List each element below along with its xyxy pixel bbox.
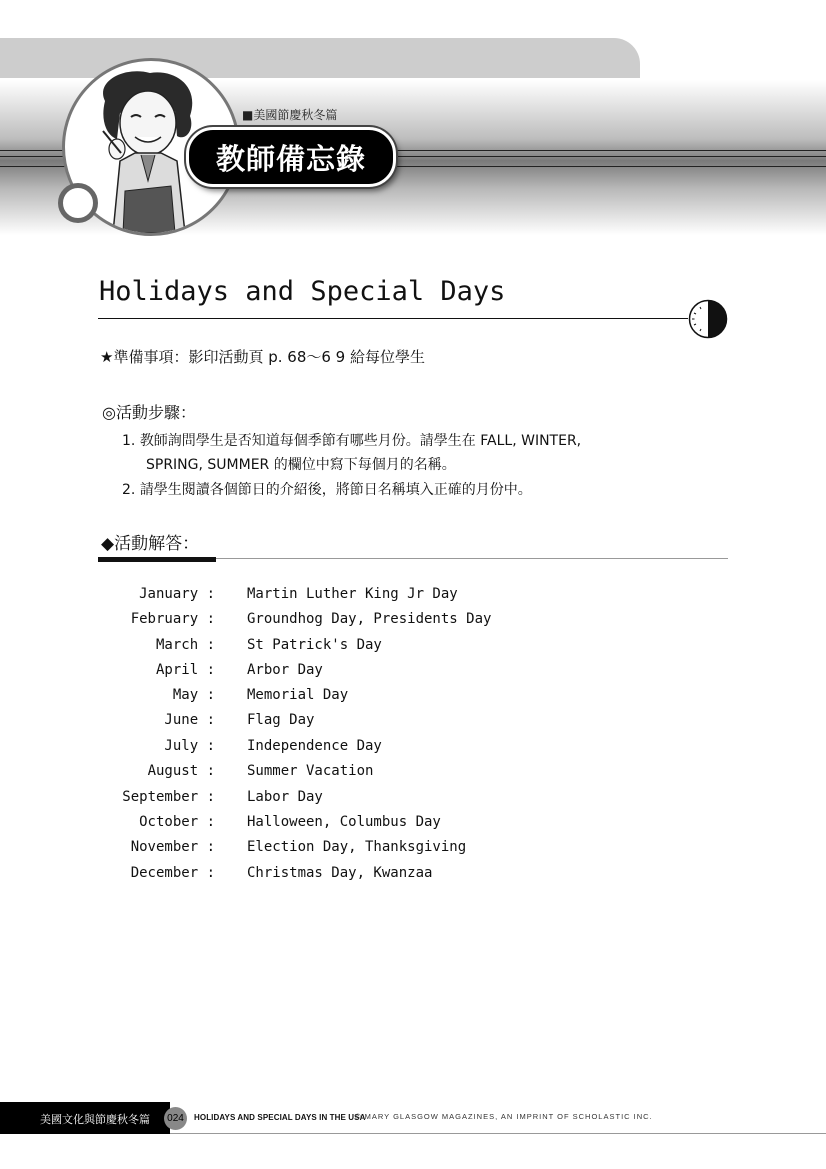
month-label: September :	[122, 789, 215, 805]
section-title-badge	[186, 127, 396, 187]
holiday-label: Groundhog Day, Presidents Day	[247, 611, 492, 627]
step-1	[122, 429, 581, 453]
holiday-label: Memorial Day	[247, 687, 349, 703]
holiday-label: Christmas Day, Kwanzaa	[247, 865, 433, 881]
footer-book-title: 美國文化與節慶秋冬篇	[40, 1113, 150, 1126]
holiday-label: Halloween, Columbus Day	[247, 814, 441, 830]
month-label: October :	[139, 814, 215, 830]
holiday-label: Flag Day	[247, 712, 315, 728]
holiday-label: Labor Day	[247, 789, 323, 805]
step-1-continued	[146, 453, 456, 477]
month-label: August :	[147, 763, 215, 779]
holiday-label: Summer Vacation	[247, 763, 374, 779]
step-text: SPRING, SUMMER 的欄位中寫下每個月的名稱。	[146, 457, 456, 473]
activity-steps-heading: ◎活動步驟：	[102, 403, 196, 422]
answers-heading: ◆活動解答：	[101, 534, 200, 554]
holiday-label: Election Day, Thanksgiving	[247, 839, 467, 855]
holiday-label: Arbor Day	[247, 662, 323, 678]
month-label: March :	[155, 637, 215, 653]
holiday-label: Independence Day	[247, 738, 382, 754]
footer-series-title: HOLIDAYS AND SPECIAL DAYS IN THE USA	[194, 1113, 366, 1122]
month-label: July :	[164, 738, 215, 754]
answers-rule	[216, 558, 728, 559]
page-title: Holidays and Special Days	[99, 276, 506, 307]
month-label: December :	[130, 865, 215, 881]
step-2	[122, 478, 532, 502]
step-text: 請學生閱讀各個節日的介紹後，將節日名稱填入正確的月份中。	[139, 482, 532, 498]
step-number: 2.	[122, 482, 136, 498]
footer-copyright: © MARY GLASGOW MAGAZINES, AN IMPRINT OF SCHOLASTIC INC.	[355, 1112, 653, 1121]
footer-rule	[170, 1133, 826, 1134]
step-text: 教師詢問學生是否知道每個季節有哪些月份。請學生在 FALL, WINTER,	[139, 433, 582, 449]
clock-icon	[688, 299, 728, 339]
holiday-label: St Patrick's Day	[247, 637, 382, 653]
series-label: ■美國節慶秋冬篇	[242, 108, 338, 122]
answers-heading-bar	[98, 557, 216, 562]
decorative-ring	[58, 183, 98, 223]
month-label: November :	[130, 839, 215, 855]
section-title: 教師備忘錄	[215, 141, 366, 176]
month-label: June :	[164, 712, 215, 728]
month-label: April :	[155, 662, 215, 678]
month-label: January :	[139, 586, 215, 602]
step-number: 1.	[122, 433, 136, 449]
page-number: 024	[164, 1107, 187, 1130]
header-top-tab	[0, 38, 640, 78]
preparation-note: ★準備事項：影印活動頁 p. 68～6 9 給每位學生	[100, 348, 425, 366]
month-label: May :	[172, 687, 215, 703]
month-label: February :	[130, 611, 215, 627]
holiday-label: Martin Luther King Jr Day	[247, 586, 458, 602]
title-rule	[98, 318, 688, 319]
